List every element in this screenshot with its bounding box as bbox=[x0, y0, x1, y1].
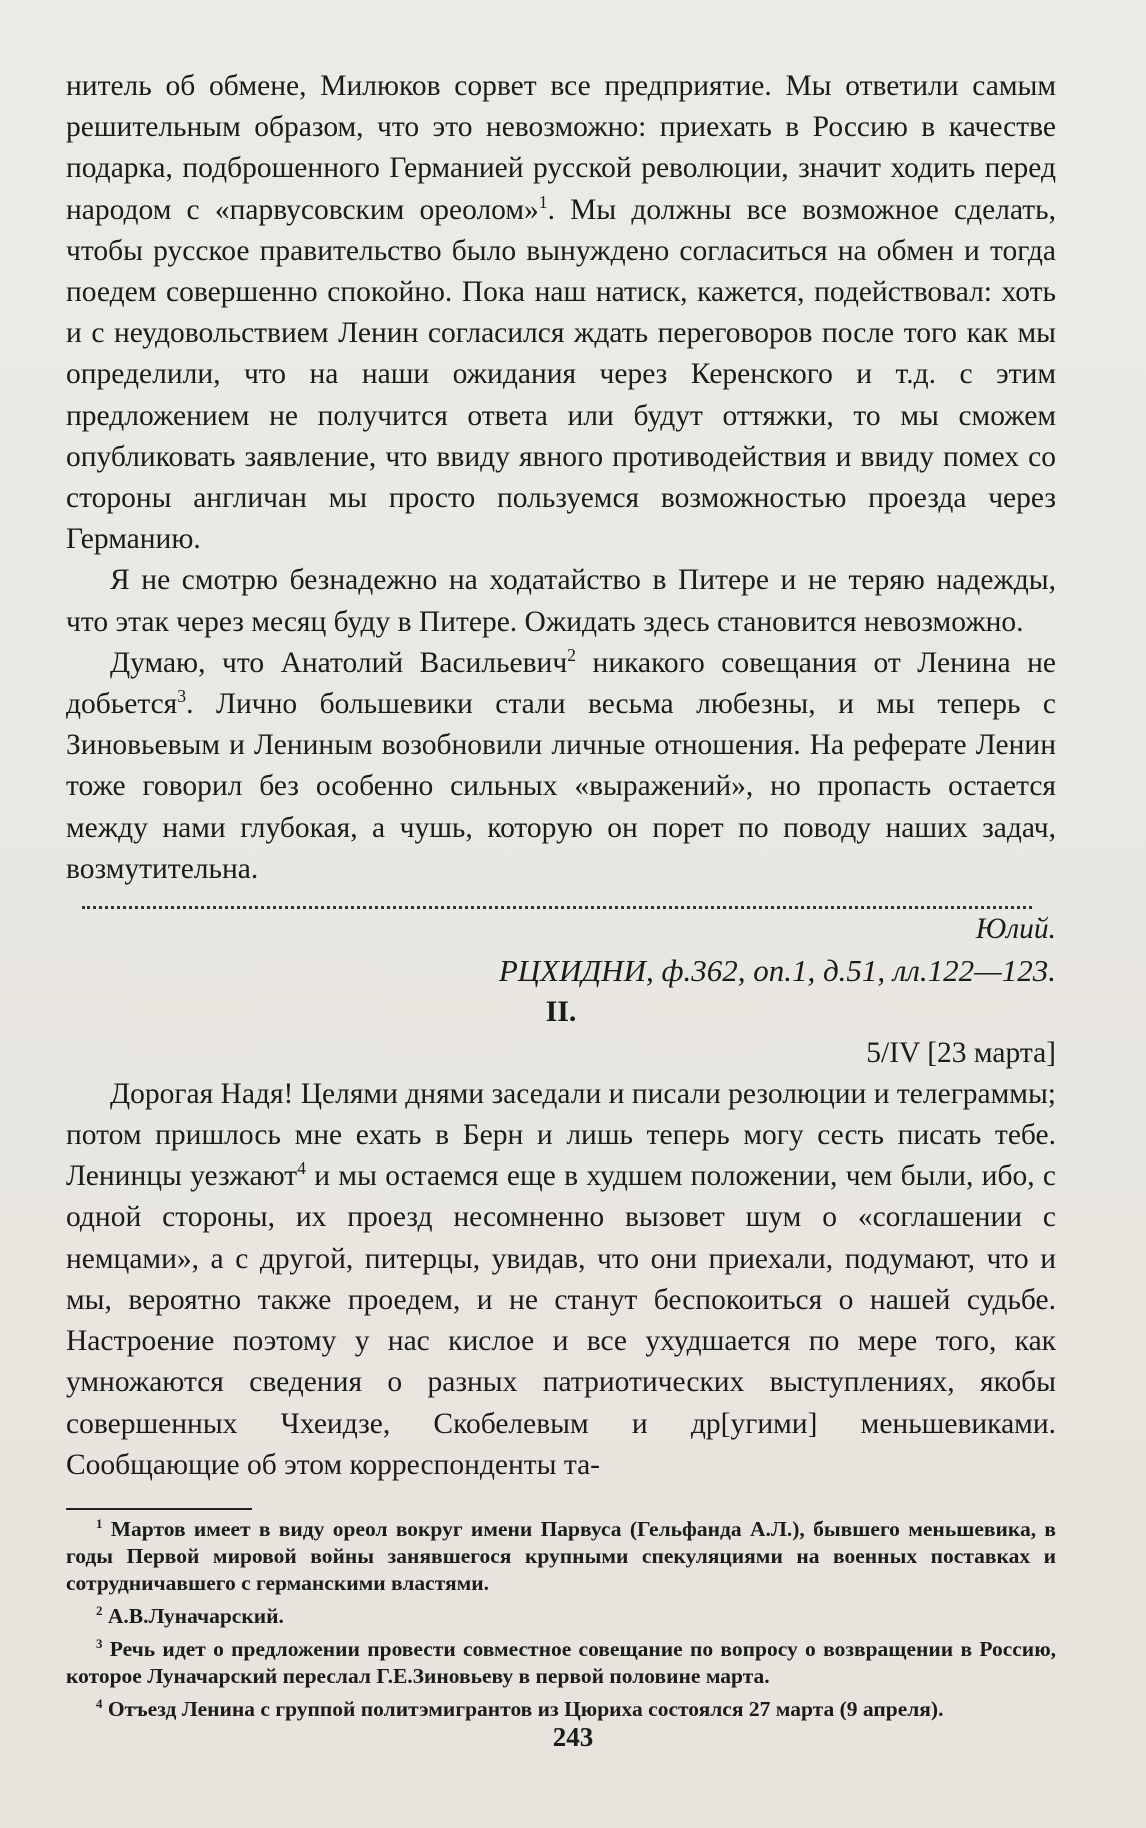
section-number: II. bbox=[545, 995, 577, 1029]
paragraph-2: Я не смотрю безнадежно на ходатайство в Питере и не теряю надежды, что этак через месяц буду в Питере. Ожидать здесь становится невозможно. bbox=[66, 564, 1056, 638]
footnote: $^2$ А.В.Луначарский. bbox=[96, 1603, 284, 1628]
archive-reference: РЦХИДНИ, ф.362, оп.1, д.51, лл.122—123. bbox=[498, 953, 1056, 989]
footnotes bbox=[66, 1516, 1056, 1723]
paragraph-1: нитель об обмене, Милюков сорвет все предприятие. Мы ответили самым решительным образом, что это невозможно: приехать в Россию в качестве подарка, подброшенного Германией русской революции, значит ходить перед народом с «парвусовским ореолом»$^1$. Мы должны все возможное сделать, чтобы русское правительство было вынуждено согласиться на обмен и тогда поедем совершенно спокойно. Пока наш натиск, кажется, подействовал: хоть и с неудовольствием Ленин согласился ждать переговоров после того как мы определили, что на наши ожидания через Керенского и т.д. с этим предложением не получится ответа или будут оттяжки, то мы сможем опубликовать заявление, что ввиду явного противодействия и ввиду помех со стороны англичан мы просто пользуемся возможностью проезда через Германию. bbox=[66, 70, 1056, 556]
footnote-ref-3: 3 bbox=[177, 686, 187, 707]
main-text bbox=[66, 66, 1056, 1729]
dotted-separator bbox=[82, 894, 1032, 909]
letter-date: 5/IV [23 марта] bbox=[866, 1036, 1056, 1069]
paragraph-4: Дорогая Надя! Целями днями заседали и писали резолюции и телеграммы; потом пришлось мне ехать в Берн и лишь теперь могу сесть писать тебе. Ленинцы уезжают$^4$ и мы остаемся еще в худшем положении, чем были, ибо, с одной стороны, их проезд несомненно вызовет шум о «соглашении с немцами», а с другой, питерцы, увидав, что они приехали, подумают, что и мы, вероятно также проедем, и не станут беспокоиться о нашей судьбе. Настроение поэтому у нас кислое и все ухудшается по мере того, как умножаются сведения о разных патриотических выступлениях, якобы совершенных Чхеидзе, Скобелевым и др[угими] меньшевиками. Сообщающие об этом корреспонденты та- bbox=[66, 1077, 1056, 1481]
paragraph-3: Думаю, что Анатолий Васильевич$^2$ никакого совещания от Ленина не добьется$^3$. Лично большевики стали весьма любезны, и мы теперь с Зиновьевым и Лениным возобновили личные отношения. На реферате Ленин тоже говорил без особенно сильных «выражений», но пропасть остается между нами глубокая, а чушь, которую он порет по поводу наших задач, возмутительна. bbox=[66, 645, 1056, 885]
footnote: $^3$ Речь идет о предложении провести совместное совещание по вопросу о возвращении в Россию, которое Луначарский переслал Г.Е.Зиновьеву в первой половине марта. bbox=[66, 1636, 1056, 1688]
page-number: 243 bbox=[552, 1722, 594, 1752]
footnote: $^4$ Отъезд Ленина с группой политэмигрантов из Цюриха состоялся 27 марта (9 апреля). bbox=[96, 1696, 944, 1721]
footnote-ref-4: 4 bbox=[297, 1158, 306, 1179]
signature: Юлий. bbox=[975, 913, 1056, 946]
footnote-rule bbox=[66, 1508, 252, 1510]
footnote-ref-1: 1 bbox=[538, 191, 548, 212]
footnote-ref-2: 2 bbox=[567, 645, 577, 666]
footnote: $^1$ Мартов имеет в виду ореол вокруг имени Парвуса (Гельфанда А.Л.), бывшего меньшевика, в годы Первой мировой войны занявшегося крупными спекуляциями на военных поставках и сотрудничавшего с германскими властями. bbox=[66, 1516, 1056, 1595]
